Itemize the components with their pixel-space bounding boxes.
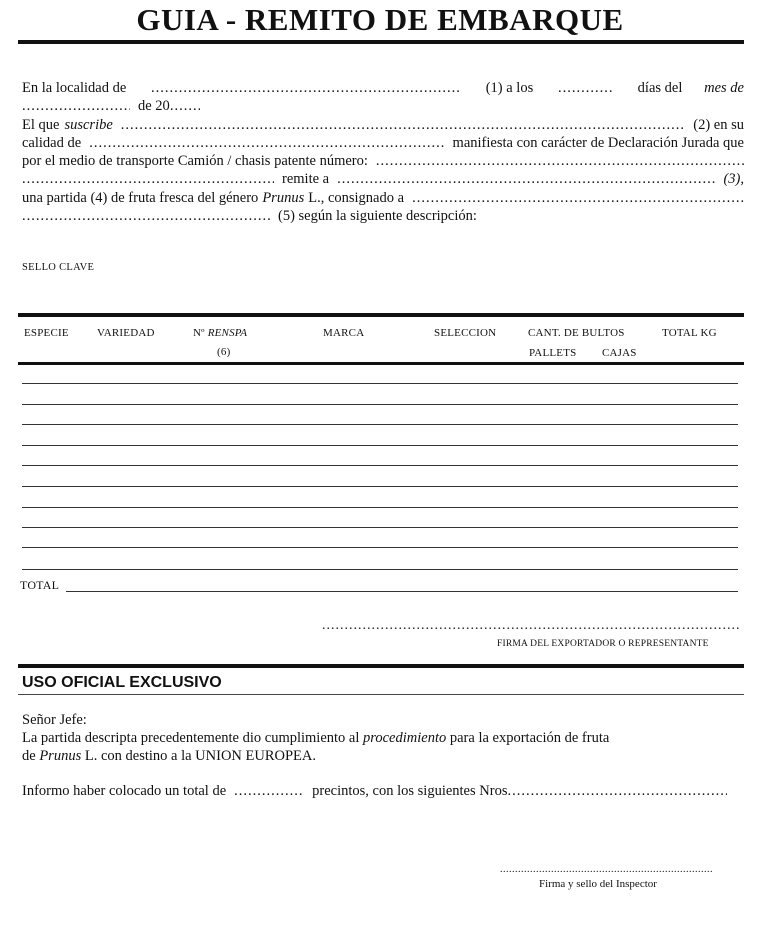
table-row[interactable] xyxy=(22,424,738,425)
col-renspa-label: RENSPA xyxy=(207,327,248,339)
declaration-block xyxy=(22,79,744,225)
text-suscribe: suscribe xyxy=(64,116,113,133)
declaration-line-4 xyxy=(22,134,744,152)
text-precintos: precintos, con los siguientes Nros xyxy=(312,783,508,799)
text-descripcion: (5) según la siguiente descripción: xyxy=(278,208,477,225)
table-row[interactable] xyxy=(22,465,738,466)
firma-inspector-label: Firma y sello del Inspector xyxy=(539,878,657,890)
blank-consignado[interactable] xyxy=(412,189,744,207)
blank-dias[interactable] xyxy=(558,79,613,97)
blank-precintos-nros[interactable] xyxy=(507,782,727,800)
col-cant-bultos: CANT. DE BULTOS xyxy=(528,327,625,339)
official-line-2 xyxy=(22,747,744,765)
declaration-line-5 xyxy=(22,152,744,170)
text-dias-del: días del xyxy=(637,80,683,96)
col-total-kg: TOTAL KG xyxy=(662,327,717,339)
uso-oficial-heading: USO OFICIAL EXCLUSIVO xyxy=(22,674,222,691)
table-row[interactable] xyxy=(22,383,738,384)
text-prunus: Prunus xyxy=(262,189,305,206)
table-row[interactable] xyxy=(22,404,738,405)
uso-oficial-underline xyxy=(18,694,744,695)
table-row[interactable] xyxy=(22,547,738,548)
text-calidad-de: calidad de xyxy=(22,134,82,151)
text-procedimiento: procedimiento xyxy=(363,730,447,746)
total-label: TOTAL xyxy=(20,578,60,592)
text-de: de xyxy=(22,748,36,764)
text-prunus-2: Prunus xyxy=(39,748,82,764)
text-manifiesta: manifiesta con carácter de Declaración Jurada que xyxy=(452,134,744,151)
declaration-line-8 xyxy=(22,207,744,225)
official-line-3 xyxy=(22,782,727,800)
col-variedad: VARIEDAD xyxy=(97,327,155,339)
blank-mes[interactable] xyxy=(22,97,130,115)
declaration-line-3 xyxy=(22,116,744,134)
text-destino-ue: L. con destino a la UNION EUROPEA. xyxy=(84,748,317,764)
firma-exportador-label: FIRMA DEL EXPORTADOR O REPRESENTANTE xyxy=(497,639,709,649)
document-title: GUIA - REMITO DE EMBARQUE xyxy=(136,2,624,37)
text-en-su: (2) en su xyxy=(693,116,744,133)
table-row[interactable] xyxy=(22,569,738,570)
col-seleccion: SELECCION xyxy=(434,327,497,339)
text-el-que: El que xyxy=(22,116,60,133)
blank-suscribe[interactable] xyxy=(121,116,685,134)
text-consignado: L., consignado a xyxy=(308,189,405,206)
col-renspa-note: (6) xyxy=(217,346,231,358)
text-partida-cumplimiento: La partida descripta precedentemente dio cumplimiento al xyxy=(22,730,360,746)
uso-oficial-rule xyxy=(18,664,744,668)
declaration-line-2 xyxy=(22,97,744,115)
blank-localidad[interactable] xyxy=(151,79,461,97)
declaration-line-1 xyxy=(22,79,744,97)
table-row[interactable] xyxy=(22,527,738,528)
col-renspa xyxy=(193,327,247,339)
blank-destino[interactable] xyxy=(22,207,270,225)
salutation: Señor Jefe: xyxy=(22,712,87,728)
blank-precintos-total[interactable] xyxy=(234,782,304,800)
blank-calidad[interactable] xyxy=(89,134,444,152)
col-cajas: CAJAS xyxy=(602,347,637,359)
col-pallets: PALLETS xyxy=(529,347,577,359)
firma-inspector-line[interactable] xyxy=(500,868,712,876)
total-row-line[interactable] xyxy=(66,591,738,592)
text-transporte: por el medio de transporte Camión / chasis patente número: xyxy=(22,153,368,170)
text-a-los: (1) a los xyxy=(485,80,534,96)
text-ref-3: (3), xyxy=(723,171,744,188)
declaration-line-7 xyxy=(22,189,744,207)
text-partida: una partida (4) de fruta fresca del género xyxy=(22,189,259,206)
title-rule xyxy=(18,40,744,44)
text-remite-a: remite a xyxy=(282,171,330,188)
table-header-rule xyxy=(18,362,744,365)
official-line-1 xyxy=(22,729,744,747)
table-row[interactable] xyxy=(22,486,738,487)
text-de-20: de 20 xyxy=(138,98,170,115)
blank-patente[interactable] xyxy=(376,152,744,170)
table-top-rule xyxy=(18,313,744,317)
col-marca: MARCA xyxy=(323,327,365,339)
text-localidad: En la localidad de xyxy=(22,80,127,96)
col-especie: ESPECIE xyxy=(24,327,69,339)
text-exportacion: para la exportación de fruta xyxy=(449,730,610,746)
blank-remite[interactable] xyxy=(337,170,715,188)
sello-clave-label: SELLO CLAVE xyxy=(22,262,95,273)
declaration-line-6 xyxy=(22,170,744,188)
firma-exportador-line[interactable] xyxy=(322,622,740,632)
blank-exportador[interactable] xyxy=(22,170,274,188)
table-row[interactable] xyxy=(22,507,738,508)
text-informo: Informo haber colocado un total de xyxy=(22,783,227,799)
blank-anio[interactable] xyxy=(170,97,200,115)
table-row[interactable] xyxy=(22,445,738,446)
text-mes-de: mes de xyxy=(704,80,744,96)
official-letter xyxy=(22,711,744,800)
col-renspa-prefix: Nº xyxy=(193,327,205,339)
